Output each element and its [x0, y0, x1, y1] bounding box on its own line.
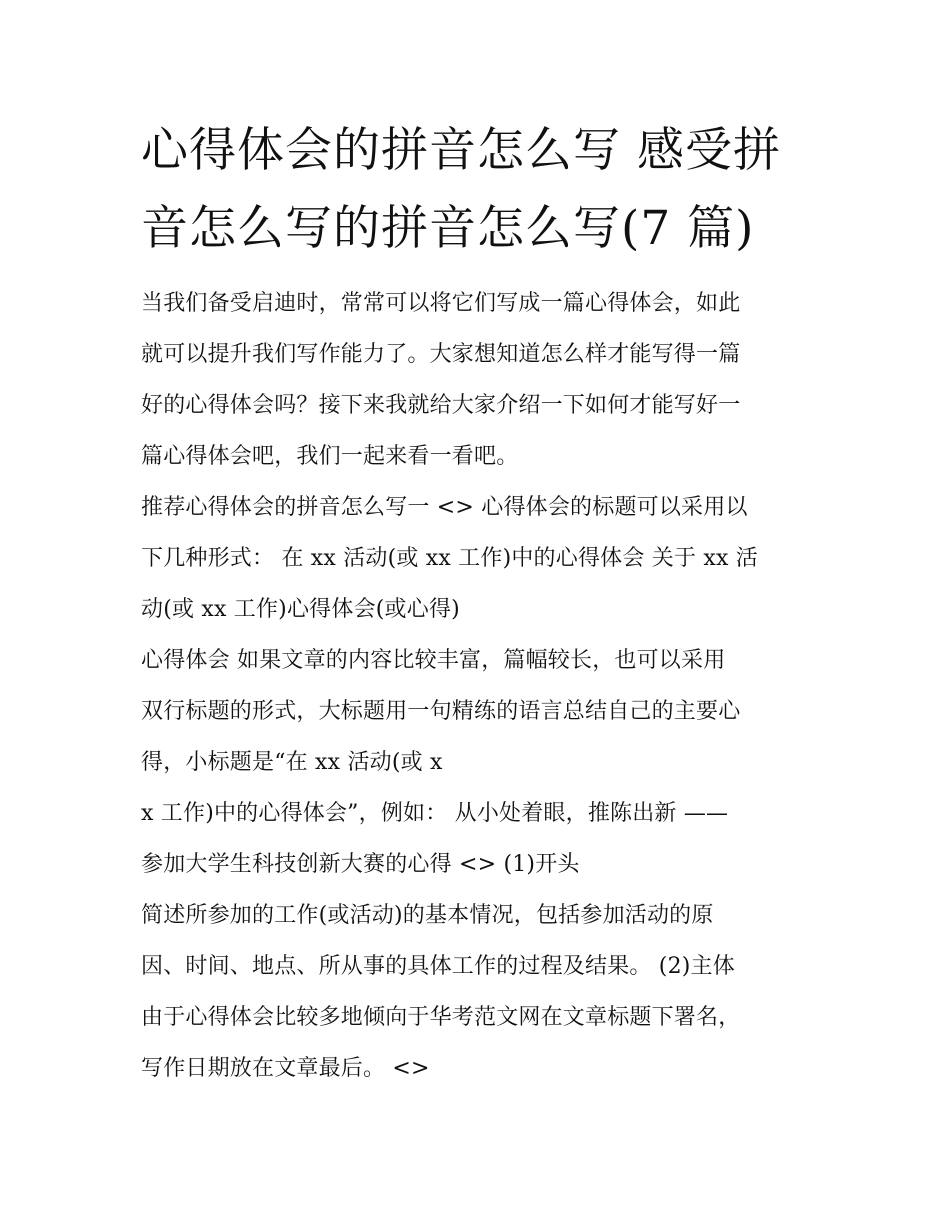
body-paragraph	[141, 482, 813, 635]
text-line: 简述所参加的工作(或活动)的基本情况，包括参加活动的原	[141, 903, 714, 928]
title-line: 音怎么写的拼音怎么写(7 篇)	[141, 201, 755, 256]
text-line: 写作日期放在文章最后。 <>	[141, 1056, 430, 1081]
intro-paragraph	[141, 278, 813, 482]
text-line: 好的心得体会吗？接下来我就给大家介绍一下如何才能写好一	[141, 393, 741, 418]
text-line: 动(或 xx 工作)心得体会(或心得)	[141, 597, 460, 622]
text-line: x 工作)中的心得体会”，例如： 从小处着眼，推陈出新 ——	[141, 801, 729, 826]
title-line: 心得体会的拼音怎么写 感受拼	[141, 123, 781, 178]
text-line: 当我们备受启迪时，常常可以将它们写成一篇心得体会，如此	[141, 291, 741, 316]
text-line: 推荐心得体会的拼音怎么写一 <> 心得体会的标题可以采用以	[141, 495, 748, 520]
document-title	[141, 112, 813, 268]
text-line: 篇心得体会吧，我们一起来看一看吧。	[141, 444, 519, 469]
text-line: 得，小标题是“在 xx 活动(或 x	[141, 750, 443, 775]
body-paragraph	[141, 890, 813, 1094]
text-line: 就可以提升我们写作能力了。大家想知道怎么样才能写得一篇	[141, 342, 741, 367]
body-paragraph	[141, 788, 813, 890]
text-line: 因、时间、地点、所从事的具体工作的过程及结果。 (2)主体	[141, 954, 735, 979]
text-line: 下几种形式： 在 xx 活动(或 xx 工作)中的心得体会 关于 xx 活	[141, 546, 758, 571]
document-page	[141, 112, 813, 1094]
text-line: 由于心得体会比较多地倾向于华考范文网在文章标题下署名，	[141, 1005, 741, 1030]
text-line: 心得体会 如果文章的内容比较丰富，篇幅较长，也可以采用	[141, 648, 726, 673]
text-line: 参加大学生科技创新大赛的心得 <> (1)开头	[141, 852, 580, 877]
body-paragraph	[141, 635, 813, 788]
text-line: 双行标题的形式，大标题用一句精练的语言总结自己的主要心	[141, 699, 741, 724]
